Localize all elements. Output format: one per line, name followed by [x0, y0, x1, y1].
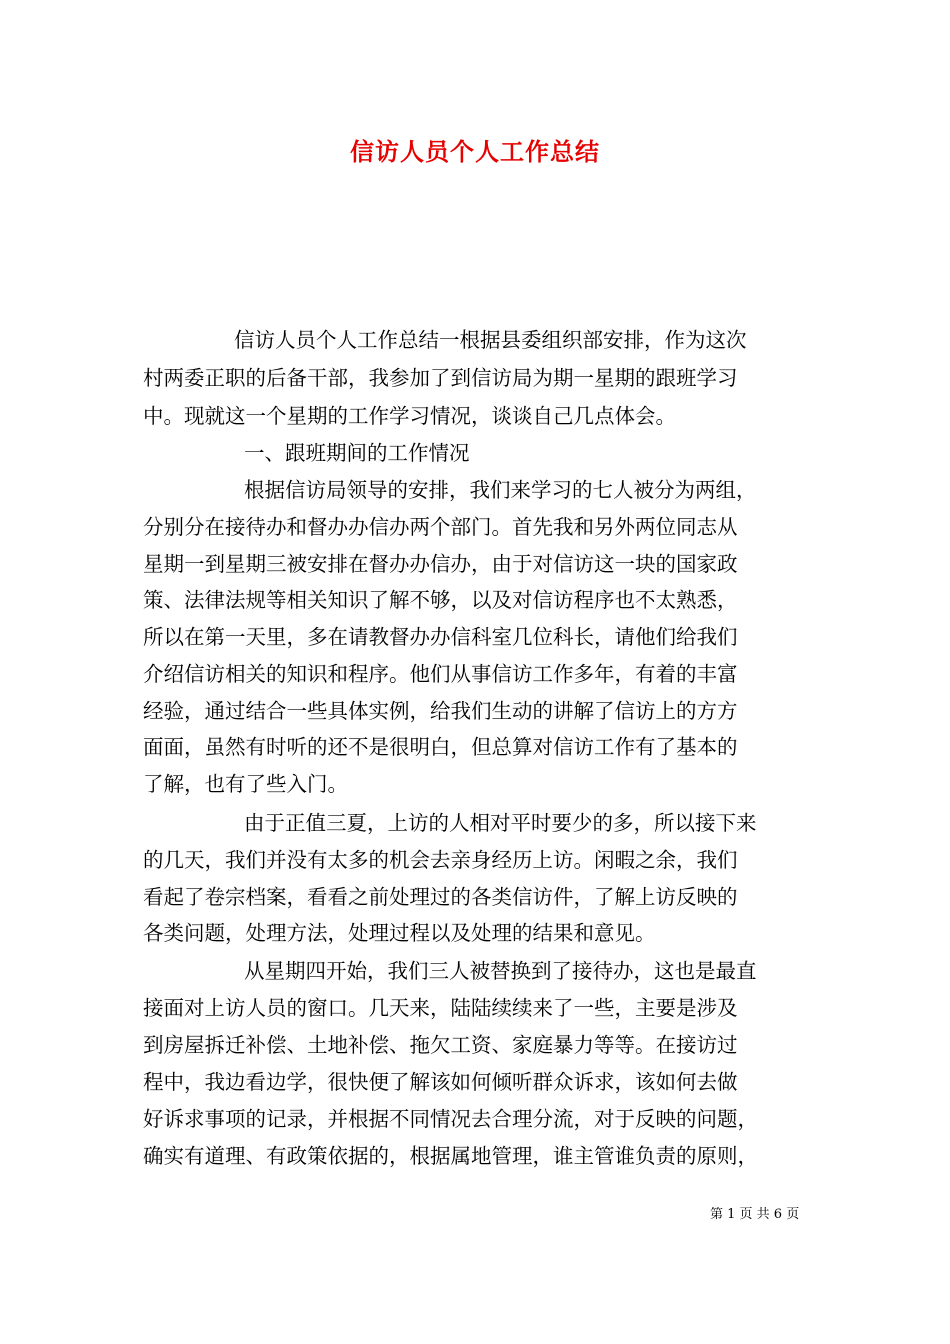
paragraph-line: 村两委正职的后备干部，我参加了到信访局为期一星期的跟班学习 — [143, 366, 738, 390]
paragraph-line: 接面对上访人员的窗口。几天来，陆陆续续来了一些，主要是涉及 — [143, 996, 738, 1020]
paragraph-line: 程中，我边看边学，很快便了解该如何倾听群众诉求，该如何去做 — [143, 1070, 738, 1094]
paragraph-line: 面面，虽然有时听的还不是很明白，但总算对信访工作有了基本的 — [143, 735, 738, 759]
paragraph-line: 所以在第一天里，多在请教督办办信科室几位科长，请他们给我们 — [143, 625, 738, 649]
paragraph-line: 了解，也有了些入门。 — [143, 772, 348, 796]
paragraph-line: 的几天，我们并没有太多的机会去亲身经历上访。闲暇之余，我们 — [143, 848, 738, 872]
paragraph-line: 从星期四开始，我们三人被替换到了接待办，这也是最直 — [244, 959, 757, 983]
paragraph-line: 由于正值三夏，上访的人相对平时要少的多，所以接下来 — [244, 811, 757, 835]
page-number-footer: 第 1 页 共 6 页 — [710, 1207, 800, 1222]
paragraph-line: 介绍信访相关的知识和程序。他们从事信访工作多年，有着的丰富 — [143, 662, 738, 686]
paragraph-line: 根据信访局领导的安排，我们来学习的七人被分为两组， — [244, 478, 757, 502]
paragraph-line: 策、法律法规等相关知识了解不够，以及对信访程序也不太熟悉， — [143, 588, 738, 612]
paragraph-line: 中。现就这一个星期的工作学习情况，谈谈自己几点体会。 — [143, 404, 676, 428]
section-heading: 一、跟班期间的工作情况 — [244, 441, 470, 465]
paragraph-line: 星期一到星期三被安排在督办办信办，由于对信访这一块的国家政 — [143, 552, 738, 576]
paragraph-line: 各类问题，处理方法，处理过程以及处理的结果和意见。 — [143, 921, 656, 945]
paragraph-line: 分别分在接待办和督办办信办两个部门。首先我和另外两位同志从 — [143, 515, 738, 539]
paragraph-line: 看起了卷宗档案，看看之前处理过的各类信访件，了解上访反映的 — [143, 885, 738, 909]
paragraph-line: 经验，通过结合一些具体实例，给我们生动的讲解了信访上的方方 — [143, 699, 738, 723]
paragraph-line: 好诉求事项的记录，并根据不同情况去合理分流，对于反映的问题， — [143, 1107, 758, 1131]
paragraph-line: 到房屋拆迁补偿、土地补偿、拖欠工资、家庭暴力等等。在接访过 — [143, 1033, 738, 1057]
paragraph-line: 信访人员个人工作总结一根据县委组织部安排，作为这次 — [234, 328, 747, 352]
document-title: 信访人员个人工作总结 — [350, 137, 600, 166]
paragraph-line: 确实有道理、有政策依据的，根据属地管理，谁主管谁负责的原则， — [143, 1144, 758, 1168]
